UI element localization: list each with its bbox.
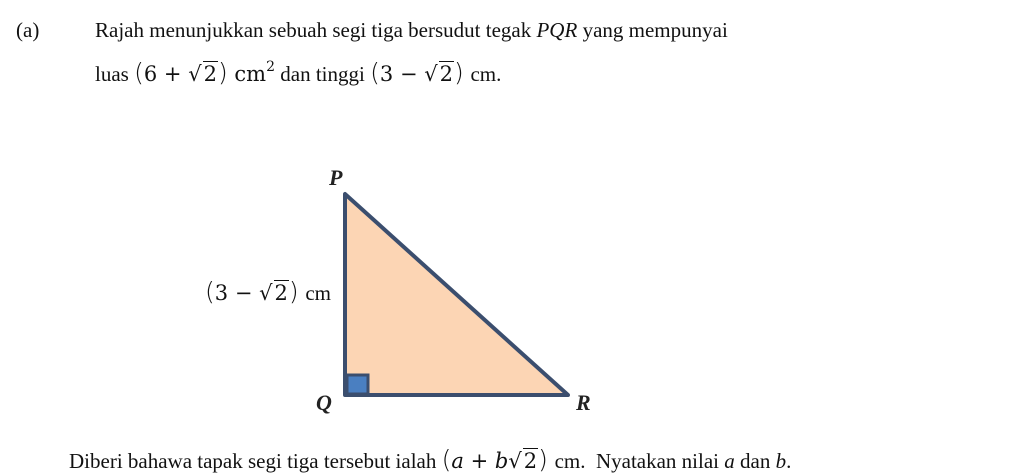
base-expression (441, 445, 586, 474)
height-radicand: 2 (439, 62, 453, 86)
base-radicand: 2 (523, 449, 538, 473)
sqrt-sign: √ (259, 281, 273, 305)
footer-text-1: Diberi bahawa tapak segi tiga tersebut ialah (69, 449, 442, 473)
footer-text-2: Nyatakan nilai (585, 449, 725, 473)
side-close-paren: ) (288, 277, 299, 306)
base-term-b: b (494, 449, 509, 473)
luas-word: luas (95, 62, 135, 86)
tinggi-words: dan tinggi (275, 62, 371, 86)
area-term-a: 6 (143, 62, 158, 86)
sqrt-sign: √ (424, 62, 438, 86)
height-open-paren: ( (370, 58, 380, 87)
height-operator: − (399, 62, 418, 86)
base-open-paren: ( (441, 445, 452, 474)
question-label: (a) (16, 18, 40, 42)
height-side-label (205, 277, 331, 306)
area-exponent: 2 (266, 59, 276, 75)
height-unit: cm. (470, 62, 502, 86)
triangle-pqr (345, 194, 568, 395)
height-close-paren: ) (454, 58, 464, 87)
right-angle-marker (347, 375, 368, 394)
area-radicand: 2 (203, 62, 217, 86)
vertex-r-label: R (576, 390, 591, 415)
base-operator: + (470, 449, 489, 473)
side-open-paren: ( (205, 277, 215, 306)
vertex-p-label: P (329, 165, 343, 190)
side-radicand: 2 (274, 281, 288, 305)
question-line-1-end: yang mempunyai (577, 18, 728, 42)
area-open-paren: ( (134, 58, 144, 87)
footer-dan: dan (734, 449, 776, 473)
side-term-a: 3 (214, 281, 229, 305)
vertex-q-label: Q (316, 390, 332, 415)
side-sqrt (259, 281, 289, 305)
area-unit: cm (234, 62, 267, 86)
area-operator: + (163, 62, 182, 86)
question-line-1-text: Rajah menunjukkan sebuah segi tiga bersudut tegak (95, 18, 537, 42)
area-close-paren: ) (217, 58, 228, 87)
base-term-a: a (451, 449, 464, 473)
sqrt-sign: √ (508, 449, 522, 473)
sqrt-sign: √ (188, 62, 202, 86)
side-operator: − (234, 281, 253, 305)
footer-line (69, 447, 791, 474)
side-unit: cm (305, 281, 331, 305)
triangle-name: PQR (536, 18, 578, 42)
height-term-a: 3 (379, 62, 394, 86)
base-close-paren: ) (538, 445, 548, 474)
var-a: a (724, 449, 735, 473)
var-b: b (775, 449, 787, 473)
base-unit: cm. (554, 449, 586, 473)
base-sqrt (508, 448, 538, 474)
footer-end: . (786, 449, 792, 473)
